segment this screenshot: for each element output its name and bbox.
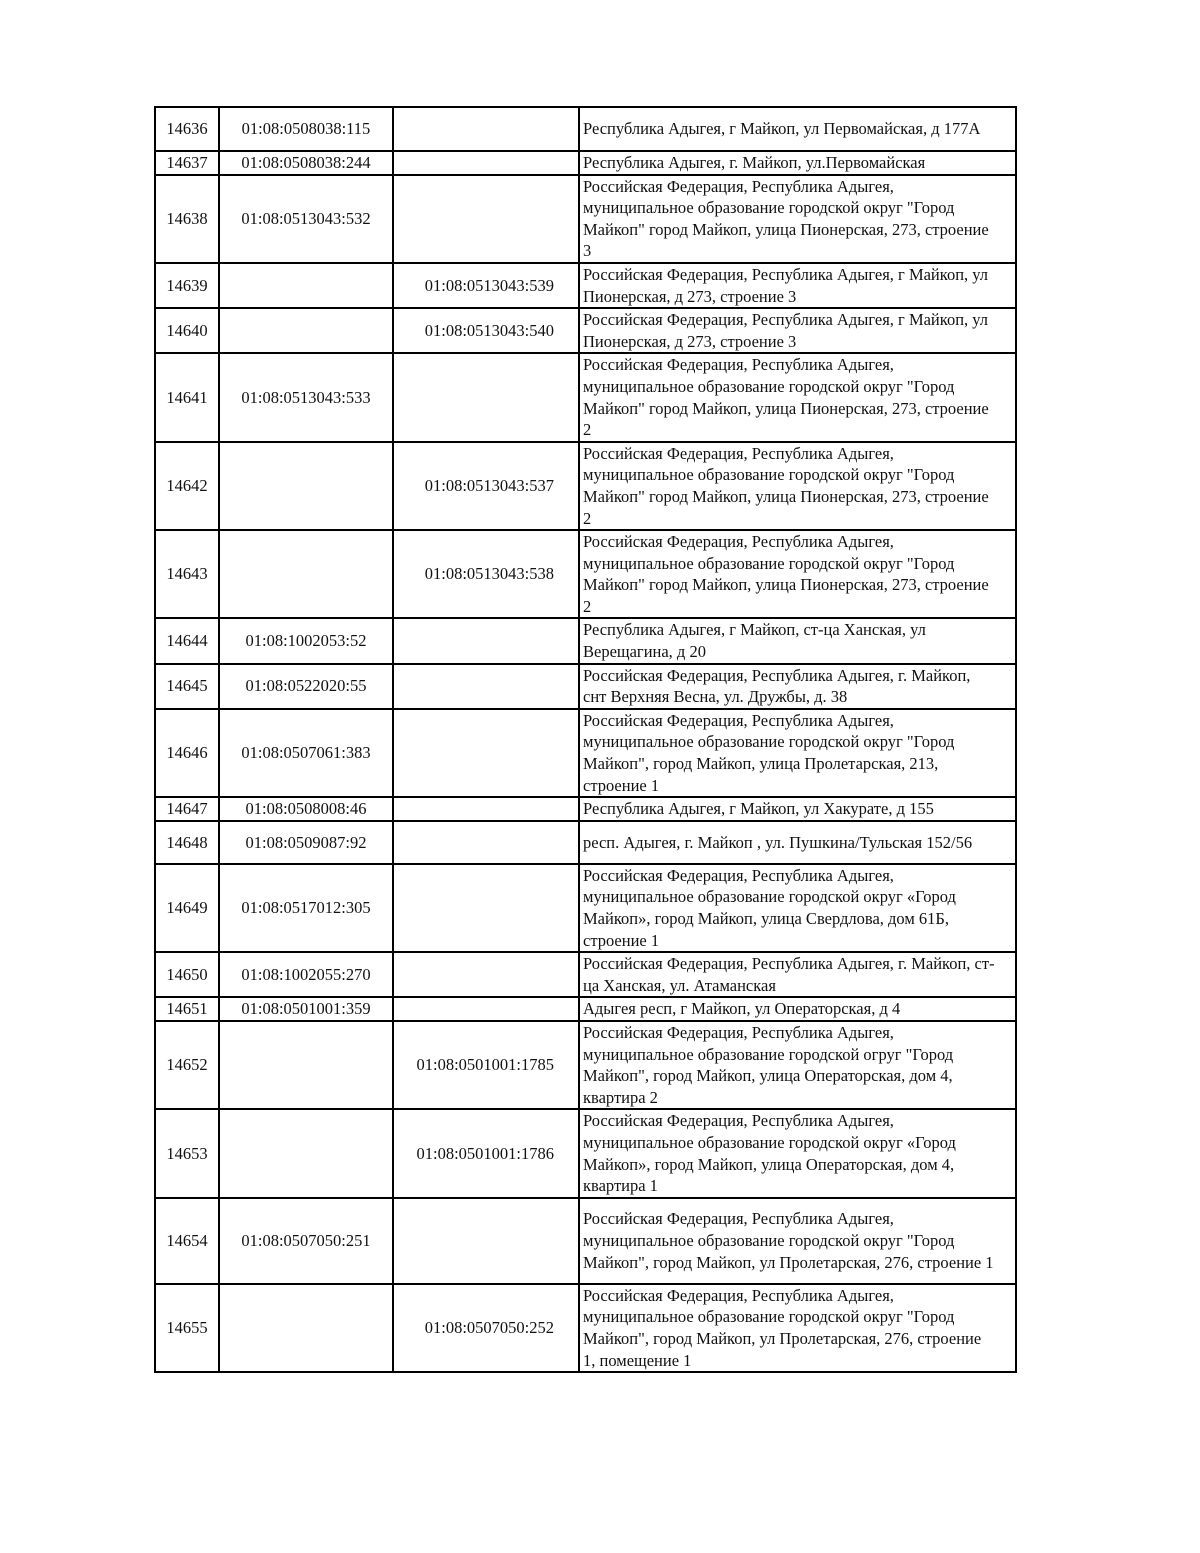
row-number: 14653 xyxy=(155,1109,219,1197)
row-number: 14638 xyxy=(155,175,219,263)
row-number: 14651 xyxy=(155,997,219,1021)
table-row xyxy=(155,442,1016,530)
object-cadastral-number xyxy=(393,864,579,952)
land-cadastral-number xyxy=(219,442,393,530)
table-row xyxy=(155,709,1016,797)
address-cell: Российская Федерация, Республика Адыгея, г Майкоп, ул Пионерская, д 273, строение 3 xyxy=(579,263,1016,308)
address-cell: Российская Федерация, Республика Адыгея, муниципальное образование городской округ «Город Майкоп», город Майкоп, улица Свердлова, дом 61Б, строение 1 xyxy=(579,864,1016,952)
table-row xyxy=(155,864,1016,952)
land-cadastral-number: 01:08:0508038:244 xyxy=(219,151,393,175)
row-number: 14647 xyxy=(155,797,219,821)
row-number: 14643 xyxy=(155,530,219,618)
table-row xyxy=(155,107,1016,151)
row-number: 14637 xyxy=(155,151,219,175)
row-number: 14646 xyxy=(155,709,219,797)
land-cadastral-number: 01:08:0517012:305 xyxy=(219,864,393,952)
table-row xyxy=(155,1021,1016,1109)
table-row xyxy=(155,997,1016,1021)
row-number: 14642 xyxy=(155,442,219,530)
table-row xyxy=(155,308,1016,353)
land-cadastral-number: 01:08:0513043:532 xyxy=(219,175,393,263)
address-cell: Российская Федерация, Республика Адыгея, муниципальное образование городской округ "Город Майкоп", город Майкоп, улица Пролетарская, 213, строение 1 xyxy=(579,709,1016,797)
land-cadastral-number: 01:08:0513043:533 xyxy=(219,353,393,441)
land-cadastral-number xyxy=(219,530,393,618)
address-cell: Российская Федерация, Республика Адыгея, муниципальное образование городской округ "Город Майкоп" город Майкоп, улица Пионерская, 273, строение 2 xyxy=(579,353,1016,441)
address-cell: Российская Федерация, Республика Адыгея, муниципальное образование городской огруг "Город Майкоп", город Майкоп, улица Операторская, дом 4, квартира 2 xyxy=(579,1021,1016,1109)
table-row xyxy=(155,952,1016,997)
table-row xyxy=(155,151,1016,175)
row-number: 14652 xyxy=(155,1021,219,1109)
object-cadastral-number xyxy=(393,1198,579,1284)
object-cadastral-number xyxy=(393,709,579,797)
row-number: 14648 xyxy=(155,821,219,864)
table-row xyxy=(155,175,1016,263)
table-row xyxy=(155,1109,1016,1197)
object-cadastral-number: 01:08:0501001:1785 xyxy=(393,1021,579,1109)
table-row xyxy=(155,1198,1016,1284)
address-cell: Республика Адыгея, г Майкоп, ул Хакурате, д 155 xyxy=(579,797,1016,821)
address-cell: Российская Федерация, Республика Адыгея, г. Майкоп, ст- ца Ханская, ул. Атаманская xyxy=(579,952,1016,997)
land-cadastral-number: 01:08:0507050:251 xyxy=(219,1198,393,1284)
object-cadastral-number xyxy=(393,997,579,1021)
row-number: 14640 xyxy=(155,308,219,353)
address-cell: Республика Адыгея, г Майкоп, ул Первомайская, д 177А xyxy=(579,107,1016,151)
address-cell: Российская Федерация, Республика Адыгея, муниципальное образование городской округ "Город Майкоп", город Майкоп, ул Пролетарская, 276, строение 1 xyxy=(579,1198,1016,1284)
table-row xyxy=(155,797,1016,821)
address-cell: Адыгея респ, г Майкоп, ул Операторская, д 4 xyxy=(579,997,1016,1021)
row-number: 14650 xyxy=(155,952,219,997)
table-row xyxy=(155,664,1016,709)
land-cadastral-number xyxy=(219,1021,393,1109)
row-number: 14649 xyxy=(155,864,219,952)
address-cell: Республика Адыгея, г. Майкоп, ул.Первомайская xyxy=(579,151,1016,175)
object-cadastral-number xyxy=(393,107,579,151)
address-cell: Российская Федерация, Республика Адыгея, г. Майкоп, снт Верхняя Весна, ул. Дружбы, д. 38 xyxy=(579,664,1016,709)
address-cell: Российская Федерация, Республика Адыгея, муниципальное образование городской округ "Город Майкоп", город Майкоп, ул Пролетарская, 276, строение 1, помещение 1 xyxy=(579,1284,1016,1372)
row-number: 14644 xyxy=(155,618,219,663)
land-cadastral-number: 01:08:0509087:92 xyxy=(219,821,393,864)
land-cadastral-number: 01:08:0522020:55 xyxy=(219,664,393,709)
land-cadastral-number: 01:08:1002053:52 xyxy=(219,618,393,663)
land-cadastral-number xyxy=(219,1284,393,1372)
row-number: 14636 xyxy=(155,107,219,151)
land-cadastral-number xyxy=(219,263,393,308)
object-cadastral-number xyxy=(393,664,579,709)
object-cadastral-number xyxy=(393,353,579,441)
table-row xyxy=(155,530,1016,618)
address-cell: Российская Федерация, Республика Адыгея, муниципальное образование городской округ "Город Майкоп" город Майкоп, улица Пионерская, 273, строение 2 xyxy=(579,442,1016,530)
row-number: 14645 xyxy=(155,664,219,709)
row-number: 14655 xyxy=(155,1284,219,1372)
address-cell: Российская Федерация, Республика Адыгея, г Майкоп, ул Пионерская, д 273, строение 3 xyxy=(579,308,1016,353)
land-cadastral-number xyxy=(219,1109,393,1197)
address-cell: Республика Адыгея, г Майкоп, ст-ца Ханская, ул Верещагина, д 20 xyxy=(579,618,1016,663)
land-cadastral-number: 01:08:0507061:383 xyxy=(219,709,393,797)
object-cadastral-number: 01:08:0513043:537 xyxy=(393,442,579,530)
object-cadastral-number: 01:08:0513043:538 xyxy=(393,530,579,618)
object-cadastral-number: 01:08:0513043:540 xyxy=(393,308,579,353)
row-number: 14641 xyxy=(155,353,219,441)
object-cadastral-number: 01:08:0513043:539 xyxy=(393,263,579,308)
land-cadastral-number: 01:08:0508038:115 xyxy=(219,107,393,151)
table-row xyxy=(155,263,1016,308)
object-cadastral-number xyxy=(393,797,579,821)
table-row xyxy=(155,353,1016,441)
row-number: 14654 xyxy=(155,1198,219,1284)
object-cadastral-number xyxy=(393,151,579,175)
object-cadastral-number: 01:08:0501001:1786 xyxy=(393,1109,579,1197)
property-registry-table xyxy=(154,106,1017,1373)
object-cadastral-number: 01:08:0507050:252 xyxy=(393,1284,579,1372)
address-cell: Российская Федерация, Республика Адыгея, муниципальное образование городской округ "Город Майкоп" город Майкоп, улица Пионерская, 273, строение 3 xyxy=(579,175,1016,263)
table-row xyxy=(155,618,1016,663)
table-row xyxy=(155,821,1016,864)
object-cadastral-number xyxy=(393,821,579,864)
land-cadastral-number: 01:08:0508008:46 xyxy=(219,797,393,821)
land-cadastral-number: 01:08:0501001:359 xyxy=(219,997,393,1021)
object-cadastral-number xyxy=(393,618,579,663)
object-cadastral-number xyxy=(393,175,579,263)
address-cell: Российская Федерация, Республика Адыгея, муниципальное образование городской округ «Город Майкоп», город Майкоп, улица Операторская, дом 4, квартира 1 xyxy=(579,1109,1016,1197)
object-cadastral-number xyxy=(393,952,579,997)
address-cell: Российская Федерация, Республика Адыгея, муниципальное образование городской округ "Город Майкоп" город Майкоп, улица Пионерская, 273, строение 2 xyxy=(579,530,1016,618)
table-row xyxy=(155,1284,1016,1372)
land-cadastral-number: 01:08:1002055:270 xyxy=(219,952,393,997)
land-cadastral-number xyxy=(219,308,393,353)
row-number: 14639 xyxy=(155,263,219,308)
registry-table-body xyxy=(155,107,1016,1372)
address-cell: респ. Адыгея, г. Майкоп , ул. Пушкина/Тульская 152/56 xyxy=(579,821,1016,864)
